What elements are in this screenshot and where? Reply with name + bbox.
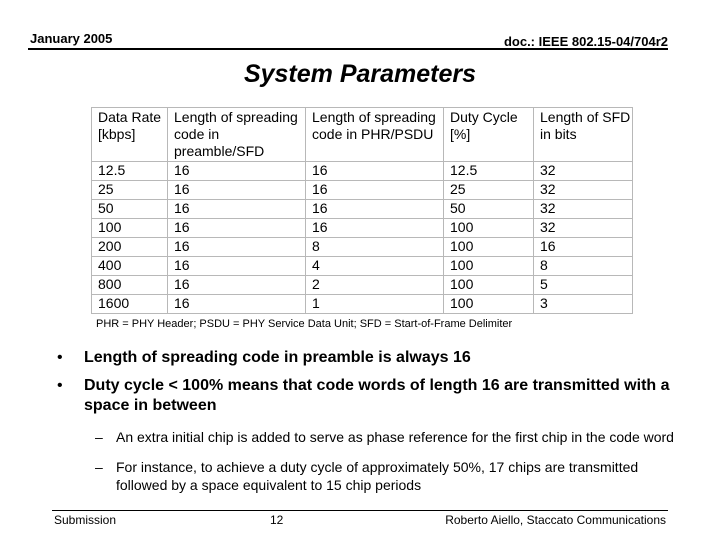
table-cell: 32 (534, 200, 633, 219)
col-data-rate: Data Rate [kbps] (92, 108, 168, 162)
table-cell: 16 (168, 162, 306, 181)
table-row (92, 219, 633, 238)
table-row (92, 295, 633, 314)
table-cell: 16 (306, 200, 444, 219)
table-cell: 100 (444, 257, 534, 276)
table-cell: 100 (444, 295, 534, 314)
footer-page-number: 12 (270, 513, 284, 527)
table-row (92, 257, 633, 276)
table-cell: 8 (306, 238, 444, 257)
table-cell: 100 (92, 219, 168, 238)
table-cell: 200 (92, 238, 168, 257)
bullet-marker: • (57, 349, 63, 366)
sub-bullet-marker: – (95, 459, 103, 475)
table-header-row (92, 108, 633, 162)
footer-rule (52, 510, 668, 511)
bullet-text: Duty cycle < 100% means that code words of length 16 are transmitted with a space in between (84, 377, 670, 414)
sub-bullet-item (57, 458, 677, 494)
table-cell: 16 (168, 276, 306, 295)
table-cell: 3 (534, 295, 633, 314)
footer-submission: Submission (54, 513, 117, 527)
header-rule (28, 48, 668, 50)
table-cell: 16 (168, 257, 306, 276)
table-cell: 16 (306, 219, 444, 238)
table-cell: 12.5 (92, 162, 168, 181)
table-cell: 100 (444, 219, 534, 238)
table-row (92, 162, 633, 181)
table-footnote: PHR = PHY Header; PSDU = PHY Service Data Unit; SFD = Start-of-Frame Delimiter (96, 318, 513, 330)
table-cell: 25 (444, 181, 534, 200)
sub-bullet-marker: – (95, 429, 103, 445)
sub-bullet-text: An extra initial chip is added to serve as phase reference for the first chip in the code word (116, 429, 674, 445)
footer-author: Roberto Aiello, Staccato Communications (445, 513, 666, 527)
table-cell: 16 (168, 200, 306, 219)
slide-title: System Parameters (243, 60, 477, 88)
table-cell: 16 (306, 181, 444, 200)
table-cell: 400 (92, 257, 168, 276)
table-row (92, 238, 633, 257)
table-cell: 8 (534, 257, 633, 276)
table-row (92, 276, 633, 295)
bullet-item (57, 348, 677, 368)
table-cell: 25 (92, 181, 168, 200)
table-cell: 16 (168, 295, 306, 314)
table-cell: 16 (168, 219, 306, 238)
header-date: January 2005 (30, 31, 113, 46)
table-cell: 1 (306, 295, 444, 314)
table-cell: 4 (306, 257, 444, 276)
table-cell: 100 (444, 238, 534, 257)
table-cell: 16 (168, 181, 306, 200)
table-cell: 50 (444, 200, 534, 219)
bullet-list (57, 348, 677, 494)
col-sfd-length: Length of SFD in bits (534, 108, 633, 162)
table-cell: 1600 (92, 295, 168, 314)
table-cell: 800 (92, 276, 168, 295)
table-row (92, 200, 633, 219)
table-cell: 32 (534, 181, 633, 200)
sub-bullet-text: For instance, to achieve a duty cycle of approximately 50%, 17 chips are transmitted followed by a space equivalent to 15 chip periods (116, 459, 639, 493)
parameters-table-wrap (91, 107, 631, 314)
parameters-table (91, 107, 633, 314)
sub-bullet-item (57, 428, 677, 446)
col-duty-cycle: Duty Cycle [%] (444, 108, 534, 162)
table-cell: 2 (306, 276, 444, 295)
table-cell: 50 (92, 200, 168, 219)
table-cell: 16 (534, 238, 633, 257)
table-cell: 16 (306, 162, 444, 181)
bullet-text: Length of spreading code in preamble is always 16 (84, 349, 471, 366)
col-preamble-code-length: Length of spreading code in preamble/SFD (168, 108, 306, 162)
table-cell: 32 (534, 162, 633, 181)
table-row (92, 181, 633, 200)
table-cell: 5 (534, 276, 633, 295)
col-phr-code-length: Length of spreading code in PHR/PSDU (306, 108, 444, 162)
table-cell: 32 (534, 219, 633, 238)
header-doc-id: doc.: IEEE 802.15-04/704r2 (503, 34, 668, 49)
bullet-marker: • (57, 377, 63, 394)
table-cell: 16 (168, 238, 306, 257)
bullet-item (57, 376, 677, 416)
table-cell: 12.5 (444, 162, 534, 181)
table-cell: 100 (444, 276, 534, 295)
